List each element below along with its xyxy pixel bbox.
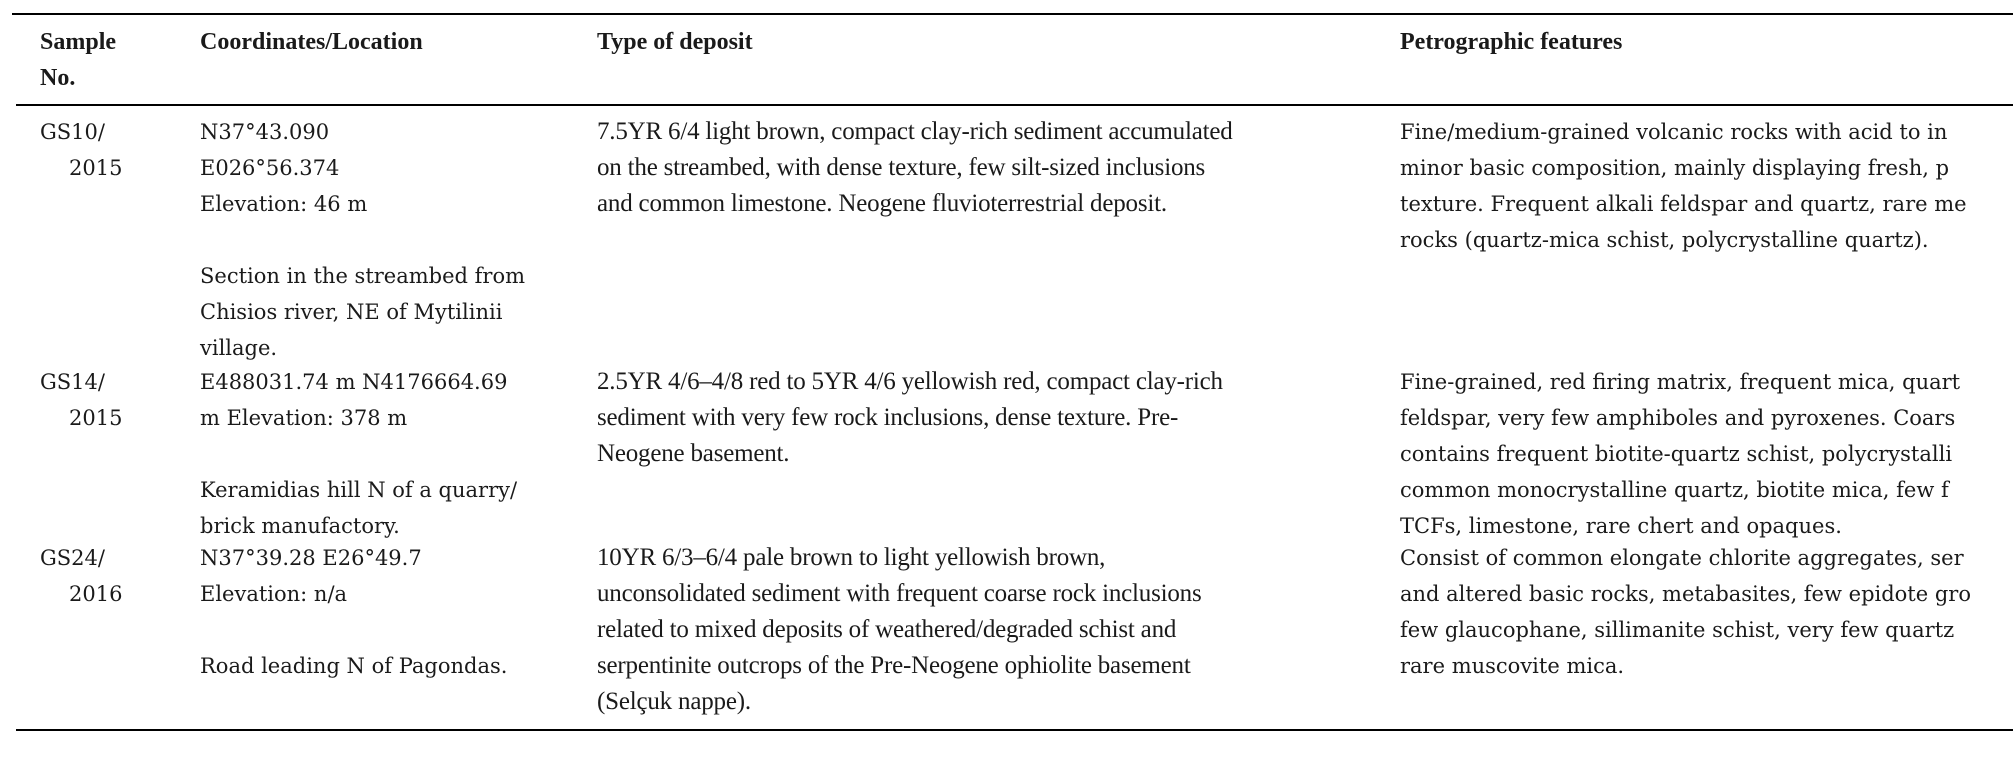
header-petrographic-features: Petrographic features — [1400, 29, 1623, 55]
deposit-line: and common limestone. Neogene fluvioterrestrial deposit. — [597, 190, 1167, 217]
sample-no-cell — [40, 540, 122, 612]
sample-id: GS14/ — [40, 370, 105, 394]
elevation-line: Elevation: n/a — [200, 582, 348, 606]
coordinates-cell — [200, 540, 507, 684]
table-top-rule — [12, 13, 2013, 15]
deposit-line: 10YR 6/3–6/4 pale brown to light yellowish brown, — [597, 544, 1106, 571]
table-bottom-rule — [16, 729, 2013, 731]
petro-line: TCFs, limestone, rare chert and opaques. — [1400, 514, 1842, 538]
deposit-line: sediment with very few rock inclusions, dense texture. Pre- — [597, 404, 1179, 431]
coordinate-line: E026°56.374 — [200, 156, 340, 180]
sample-id: GS24/ — [40, 546, 105, 570]
location-line: Chisios river, NE of Mytilinii — [200, 300, 503, 324]
petro-line: common monocrystalline quartz, biotite mica, few f — [1400, 478, 1949, 502]
deposit-line: related to mixed deposits of weathered/degraded schist and — [597, 616, 1177, 643]
deposit-line: Neogene basement. — [597, 440, 790, 467]
petro-line: rare muscovite mica. — [1400, 654, 1625, 678]
sample-no-cell — [40, 364, 122, 436]
petrographic-features-cell — [1400, 364, 1960, 544]
location-line: Road leading N of Pagondas. — [200, 654, 508, 678]
header-type-of-deposit: Type of deposit — [597, 29, 753, 55]
header-sample-line2: No. — [40, 65, 76, 91]
header-bottom-rule — [16, 104, 2013, 106]
location-line: village. — [200, 336, 278, 360]
location-line: Keramidias hill N of a quarry/ — [200, 478, 518, 502]
location-line: brick manufactory. — [200, 514, 400, 538]
sample-year: 2016 — [69, 582, 123, 606]
deposit-line: on the streambed, with dense texture, few silt-sized inclusions — [597, 154, 1206, 181]
coordinate-line: N37°39.28 E26°49.7 — [200, 546, 422, 570]
sample-id: GS10/ — [40, 120, 105, 144]
coordinate-line: N37°43.090 — [200, 120, 330, 144]
deposit-line: 2.5YR 4/6–4/8 red to 5YR 4/6 yellowish red, compact clay-rich — [597, 368, 1223, 395]
type-of-deposit-cell — [597, 364, 1223, 472]
type-of-deposit-cell — [597, 114, 1233, 222]
petro-line: contains frequent biotite-quartz schist, polycrystalli — [1400, 442, 1953, 466]
elevation-line: Elevation: 46 m — [200, 192, 368, 216]
type-of-deposit-cell — [597, 540, 1202, 720]
petro-line: minor basic composition, mainly displaying fresh, p — [1400, 156, 1950, 180]
petro-line: few glaucophane, sillimanite schist, very few quartz — [1400, 618, 1955, 642]
spacer — [200, 612, 507, 648]
sample-year: 2015 — [69, 406, 123, 430]
deposit-line: (Selçuk nappe). — [597, 688, 751, 715]
spacer — [200, 436, 517, 472]
petrographic-features-cell — [1400, 114, 1967, 258]
deposit-line: unconsolidated sediment with frequent coarse rock inclusions — [597, 580, 1202, 607]
coordinate-line: E488031.74 m N4176664.69 — [200, 370, 508, 394]
spacer — [200, 222, 525, 258]
petrographic-features-cell — [1400, 540, 1971, 684]
petro-line: rocks (quartz-mica schist, polycrystalline quartz). — [1400, 228, 1929, 252]
coordinates-cell — [200, 114, 525, 366]
elevation-line: m Elevation: 378 m — [200, 406, 408, 430]
petro-line: Fine/medium-grained volcanic rocks with acid to in — [1400, 120, 1948, 144]
petro-line: Consist of common elongate chlorite aggregates, ser — [1400, 546, 1964, 570]
header-coordinates: Coordinates/Location — [200, 29, 423, 55]
petro-line: Fine-grained, red firing matrix, frequent mica, quart — [1400, 370, 1961, 394]
deposit-line: serpentinite outcrops of the Pre-Neogene ophiolite basement — [597, 652, 1191, 679]
deposit-line: 7.5YR 6/4 light brown, compact clay-rich sediment accumulated — [597, 118, 1233, 145]
header-sample-no — [40, 24, 116, 96]
petro-line: texture. Frequent alkali feldspar and quartz, rare me — [1400, 192, 1967, 216]
header-sample-line1: Sample — [40, 29, 117, 55]
sample-year: 2015 — [69, 156, 123, 180]
location-line: Section in the streambed from — [200, 264, 526, 288]
coordinates-cell — [200, 364, 517, 544]
petro-line: and altered basic rocks, metabasites, few epidote gro — [1400, 582, 1971, 606]
petro-line: feldspar, very few amphiboles and pyroxenes. Coars — [1400, 406, 1956, 430]
sample-no-cell — [40, 114, 122, 186]
